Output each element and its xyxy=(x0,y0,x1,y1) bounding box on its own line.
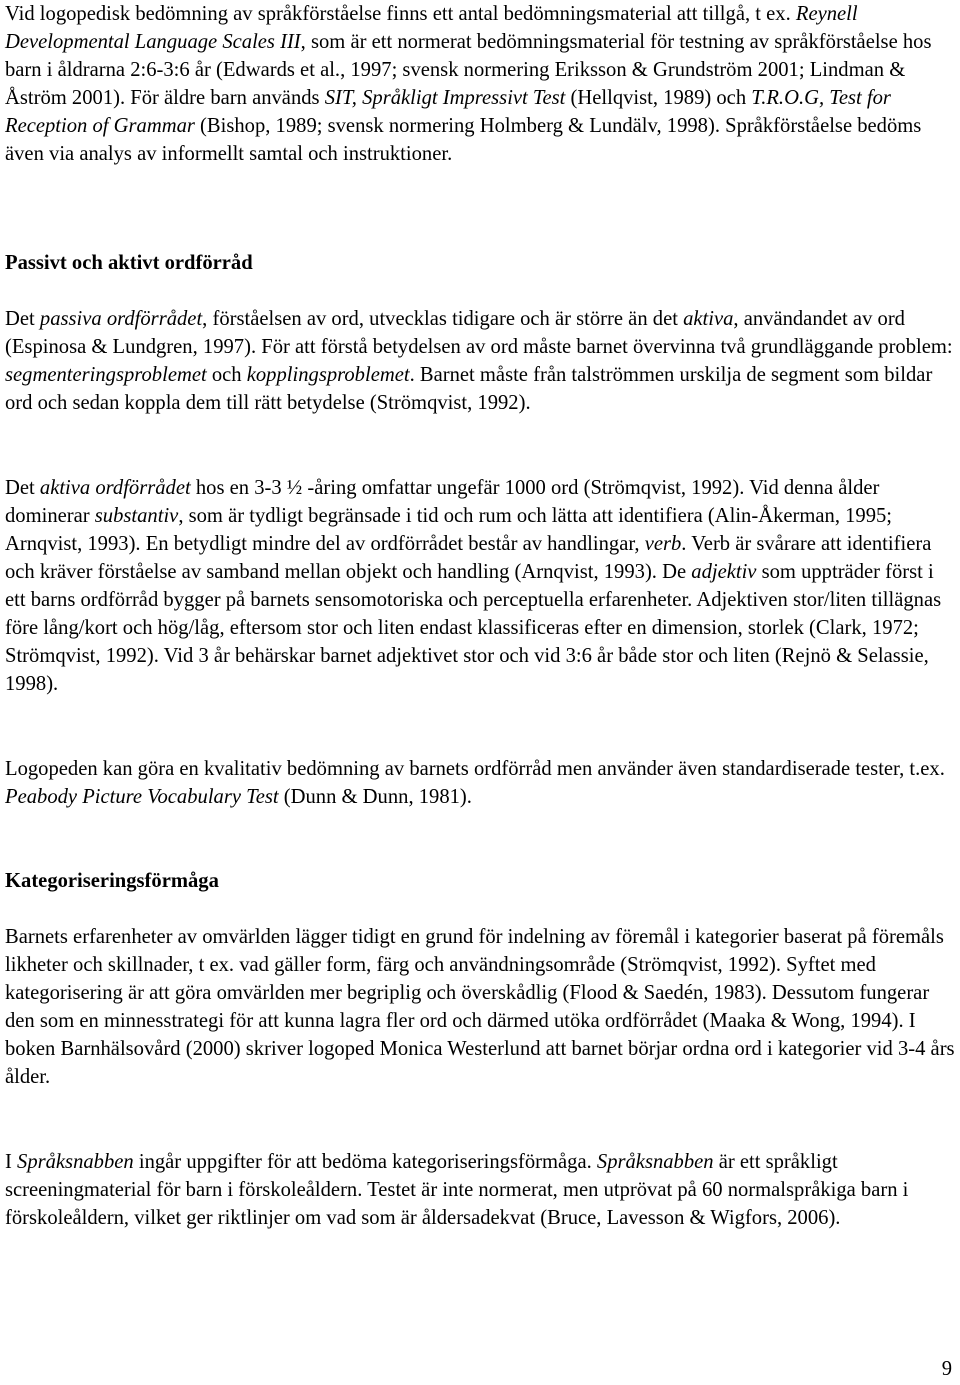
paragraph-sprakforstaelse xyxy=(5,0,955,168)
italic-text: Peabody Picture Vocabulary Test xyxy=(5,786,279,809)
text-segment: Det xyxy=(5,308,40,330)
text-segment: I xyxy=(5,1151,18,1173)
page-number: 9 xyxy=(941,1358,952,1380)
text-segment: som uppträder först i ett barns ordförråd bygger på barnets sensomotoriska och perceptuella erfarenheter. Adjektiven stor/liten tillägnas före lång/kort och hög/låg, eftersom stor och liten endast klassificeras efter en dimension, storlek (Clark, 1972; Strömqvist, 1992). Vid 3 år behärskar barnet adjektivet stor och vid 3:6 år både stor och liten (Rejnö & Selassie, 1998). xyxy=(5,561,942,696)
text-segment: hos en 3-3 ½ -åring omfattar ungefär 1000 ord (Strömqvist, 1992). Vid denna ålder dominerar xyxy=(5,477,880,528)
text-segment: . Verb är svårare att identifiera och kräver förståelse av samband mellan objekt och handling (Arnqvist, 1993). De xyxy=(5,533,932,584)
italic-text: aktiva ordförrådet xyxy=(39,477,191,499)
paragraph-passivt-aktivt xyxy=(5,305,955,417)
text-segment: Det xyxy=(5,477,40,499)
italic-text: adjektiv xyxy=(691,561,757,584)
italic-text: T.R.O.G, Test for Reception of Grammar xyxy=(5,87,891,138)
heading-ordforrad: Passivt och aktivt ordförråd xyxy=(5,252,253,274)
paragraph-logopeden xyxy=(5,755,955,811)
paragraph-aktiva-ordforradet xyxy=(5,474,955,698)
italic-text: Reynell Developmental Language Scales III xyxy=(5,3,858,54)
text-segment: , som är tydligt begränsade i tid och rum och lätta att identifiera (Alin-Åkerman, 1995; Arnqvist, 1993). En betydligt mindre del av ordförrådet består av handlingar, xyxy=(5,505,893,556)
italic-text: kopplingsproblemet xyxy=(246,364,410,387)
text-segment: (Hellqvist, 1989) och xyxy=(565,87,752,110)
italic-text: substantiv xyxy=(94,505,179,528)
italic-text: aktiva xyxy=(683,308,734,330)
text-segment: (Dunn & Dunn, 1981). xyxy=(278,786,472,809)
text-segment: (Bishop, 1989; svensk normering Holmberg & Lundälv, 1998). Språkförståelse bedöms även via analys av informellt samtal och instruktioner. xyxy=(5,115,922,166)
heading-kategorisering: Kategoriseringsförmåga xyxy=(5,870,219,892)
text-segment: , förståelsen av ord, utvecklas tidigare och är större än det xyxy=(202,308,684,330)
italic-text: SIT, Språkligt Impressivt Test xyxy=(324,87,566,110)
text-segment: är ett språkligt screeningmaterial för barn i förskoleåldern. Testet är inte normerat, men utprövat på 60 normalspråkiga barn i förskoleåldern, vilket ger riktlinjer om vad som är åldersadekvat (Bruce, Lavesson & Wigfors, 2006). xyxy=(5,1151,909,1230)
text-segment: och xyxy=(206,364,247,387)
text-segment: Logopeden kan göra en kvalitativ bedömning av barnets ordförråd men använder även standardiserade tester, t.ex. xyxy=(5,758,945,780)
text-segment: . Barnet måste från talströmmen urskilja de segment som bildar ord och sedan koppla dem till rätt betydelse (Strömqvist, 1992). xyxy=(5,364,933,415)
italic-text: verb xyxy=(644,533,682,556)
italic-text: Språksnabben xyxy=(596,1151,714,1173)
paragraph-kategorier xyxy=(5,923,955,1091)
text-segment: Vid logopedisk bedömning av språkförståelse finns ett antal bedömningsmaterial att tillgå, t ex. xyxy=(5,3,796,25)
text-segment: ingår uppgifter för att bedöma kategoriseringsförmåga. xyxy=(133,1151,597,1173)
text-segment: , användandet av ord (Espinosa & Lundgren, 1997). För att förstå betydelsen av ord måste barnet övervinna två grundläggande problem: xyxy=(5,308,953,359)
italic-text: passiva ordförrådet xyxy=(39,308,203,330)
text-segment: , som är ett normerat bedömningsmaterial för testning av språkförståelse hos barn i åldrarna 2:6-3:6 år (Edwards et al., 1997; svensk normering Eriksson & Grundström 2001; Lindman & Åström 2001). För äldre barn används xyxy=(5,31,932,110)
italic-text: segmenteringsproblemet xyxy=(5,364,207,387)
text-segment: Barnets erfarenheter av omvärlden lägger tidigt en grund för indelning av föremål i kategorier baserat på föremåls likheter och skillnader, t ex. vad gäller form, färg och användningsområde (Strömqvist, 1992). Syftet med kategorisering är att göra omvärlden mer begriplig och överskådlig (Flood & Saedén, 1983). Dessutom fungerar den som en minnesstrategi för att kunna lagra fler ord och därmed utöka ordförrådet (Maaka & Wong, 1994). I boken Barnhälsovård (2000) skriver logoped Monica Westerlund att barnet börjar ordna ord i kategorier vid 3-4 års ålder. xyxy=(5,926,955,1089)
paragraph-spraksnabben xyxy=(5,1148,955,1232)
italic-text: Språksnabben xyxy=(17,1151,134,1173)
